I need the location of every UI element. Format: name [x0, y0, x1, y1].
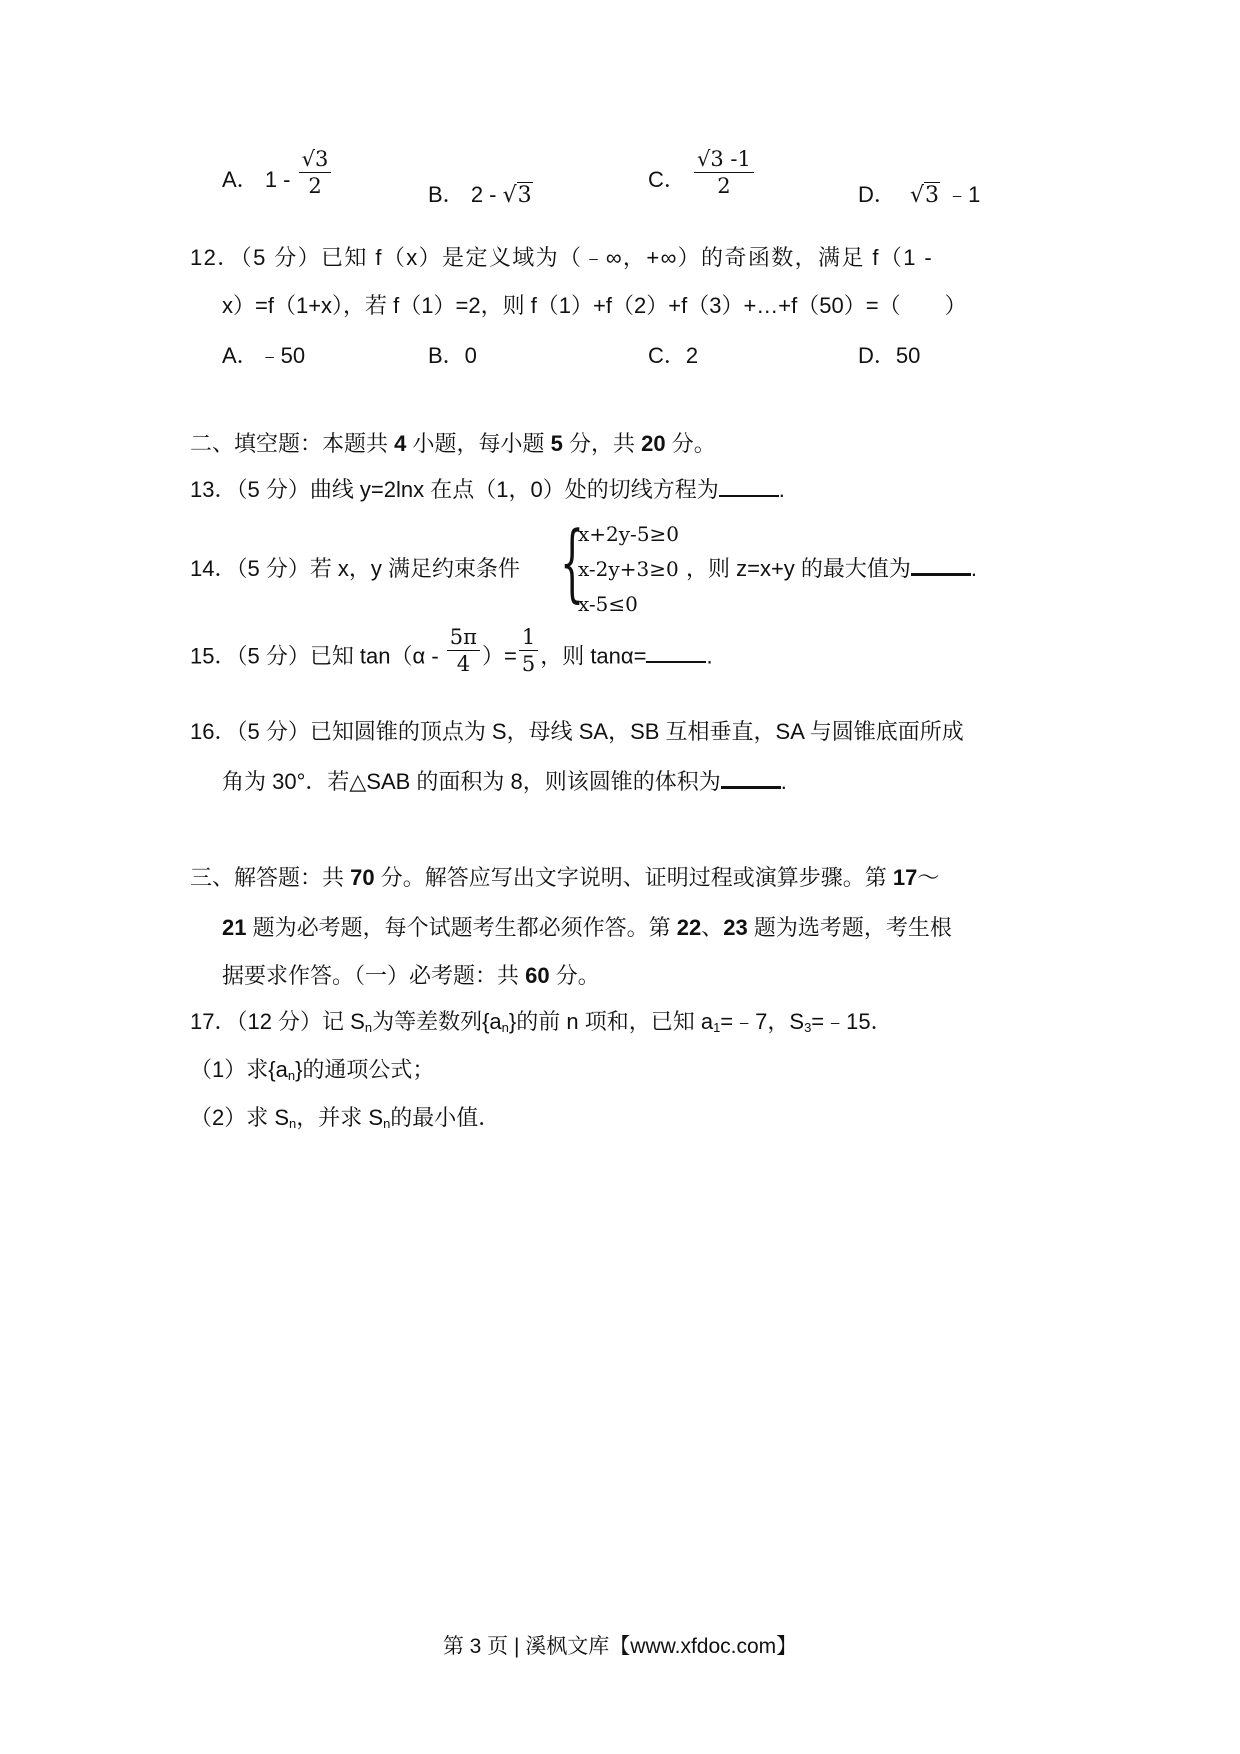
subscript: 3: [804, 1020, 812, 1035]
sqrt: √3: [910, 183, 940, 208]
text: .: [780, 769, 787, 794]
subscript: n: [289, 1116, 297, 1131]
text: （2）求 S: [190, 1105, 290, 1130]
q14-suffix: [686, 553, 977, 585]
text: 17．（12 分）记 S: [190, 1009, 365, 1034]
fraction-numerator: √3 -1: [694, 146, 754, 173]
q16-line-1: 16．（5 分）已知圆锥的顶点为 S，母线 SA，SB 互相垂直，SA 与圆锥底面所成: [190, 719, 964, 744]
text: 三、解答题：共: [190, 865, 351, 890]
text: 分。: [549, 963, 600, 988]
text: 的最小值．: [390, 1105, 501, 1130]
constraint-system: [560, 513, 700, 620]
option-text: 1 -: [264, 167, 291, 192]
q12-option-d: D．50: [858, 343, 921, 368]
number: 4: [394, 431, 407, 456]
q12-line-1: 12．（5 分）已知 f（x）是定义域为（﹣∞，+∞）的奇函数，满足 f（1 -: [190, 245, 934, 270]
text: 为等差数列{a: [372, 1009, 502, 1034]
fraction-numerator: 1: [519, 624, 538, 651]
fraction-denominator: 5: [521, 652, 536, 676]
answer-blank: [646, 641, 706, 663]
q14-prefix: 14．（5 分）若 x，y 满足约束条件: [190, 556, 521, 581]
text: 分。: [665, 431, 716, 456]
number: 20: [641, 431, 666, 456]
text: .: [706, 643, 713, 669]
radicand: 3: [925, 183, 940, 208]
number: 21: [222, 915, 247, 940]
answer-blank: [911, 553, 971, 576]
q17-part-2: [190, 1102, 500, 1134]
q12-line-2: x）=f（1+x），若 f（1）=2，则 f（1）+f（2）+f（3）+…+f（50）=（ ）: [222, 293, 967, 318]
section-2-heading: [190, 428, 716, 460]
q12-option-b: B．0: [428, 343, 477, 368]
fraction: [694, 146, 754, 199]
option-text: ﹣1: [946, 182, 981, 207]
section-3-line-2: [222, 912, 952, 944]
fraction-numerator: 5π: [447, 624, 480, 651]
fraction-5pi-over-4: [447, 624, 480, 677]
subscript: n: [383, 1116, 391, 1131]
q11-option-b: [428, 178, 533, 209]
subscript: n: [501, 1020, 509, 1035]
option-label: A．: [222, 167, 259, 192]
text: }的通项公式；: [295, 1057, 435, 1082]
page-footer: 第 3 页 | 溪枫文库【www.xfdoc.com】: [442, 1635, 798, 1658]
text: 小题，每小题: [406, 431, 551, 456]
q12-option-a: A．﹣50: [222, 343, 306, 368]
text: （1）求{a: [190, 1057, 288, 1082]
section-3-line-1: [190, 862, 939, 894]
question-text: ，则 z=x+y 的最大值为: [686, 556, 911, 581]
subscript: n: [364, 1020, 373, 1035]
text: .: [778, 477, 785, 502]
q17-part-1: [190, 1054, 434, 1086]
left-brace: {: [560, 513, 585, 611]
text: 题为选考题，考生根: [747, 915, 952, 940]
option-text: 2 -: [470, 182, 497, 207]
text: ）=: [481, 643, 517, 669]
text: ～: [917, 865, 940, 890]
constraint-1: x+2y-5≥0: [578, 522, 680, 546]
text: 二、填空题：本题共: [190, 431, 395, 456]
fraction-numerator: √3: [299, 146, 332, 173]
text: ，则 tanα=: [540, 643, 647, 669]
option-label: B．: [428, 182, 465, 207]
question-text: 角为 30°．若△SAB 的面积为 8，则该圆锥的体积为: [222, 769, 721, 794]
number: 60: [525, 963, 550, 988]
number: 5: [550, 431, 563, 456]
q11-option-c: [648, 146, 756, 199]
number: 17: [892, 865, 918, 890]
q11-option-a: [222, 146, 333, 199]
sqrt: √3: [502, 183, 532, 208]
subscript: n: [287, 1068, 296, 1083]
q11-option-d: [858, 178, 980, 209]
q12-option-c: C．2: [648, 343, 699, 368]
answer-blank: [721, 766, 781, 789]
fraction: [299, 146, 332, 199]
constraint-2: x-2y+3≥0: [578, 557, 679, 581]
text: 题为必考题，每个试题考生都必须作答。第: [246, 915, 677, 940]
number: 23: [723, 915, 748, 940]
question-text: 15．（5 分）已知 tan（α -: [190, 643, 439, 669]
fraction-1-over-5: [519, 624, 538, 677]
q16-line-2: [222, 766, 787, 798]
text: 据要求作答。（一）必考题：共: [222, 963, 526, 988]
fraction-denominator: 4: [456, 652, 471, 676]
text: 分，共: [562, 431, 642, 456]
fraction-denominator: 2: [717, 173, 731, 198]
subscript: 1: [713, 1020, 721, 1035]
fraction-denominator: 2: [308, 173, 322, 198]
question-text: 13．（5 分）曲线 y=2lnx 在点（1，0）处的切线方程为: [190, 477, 719, 502]
section-3-line-3: [222, 960, 600, 992]
constraint-3: x-5≤0: [578, 592, 638, 616]
q13: [190, 474, 785, 506]
answer-blank: [719, 475, 779, 497]
radicand: 3: [517, 183, 532, 208]
text: =﹣15．: [811, 1009, 893, 1034]
text: 分。解答应写出文字说明、证明过程或演算步骤。第: [374, 865, 893, 890]
text: .: [970, 556, 978, 581]
text: ，并求 S: [296, 1105, 384, 1130]
q17-stem: [190, 1006, 893, 1038]
number: 22: [676, 915, 702, 940]
option-label: D．: [858, 182, 896, 207]
text: =﹣7，S: [720, 1009, 805, 1034]
text: 、: [701, 915, 724, 940]
text: }的前 n 项和，已知 a: [508, 1009, 714, 1034]
option-label: C．: [648, 167, 686, 192]
number: 70: [350, 865, 375, 890]
